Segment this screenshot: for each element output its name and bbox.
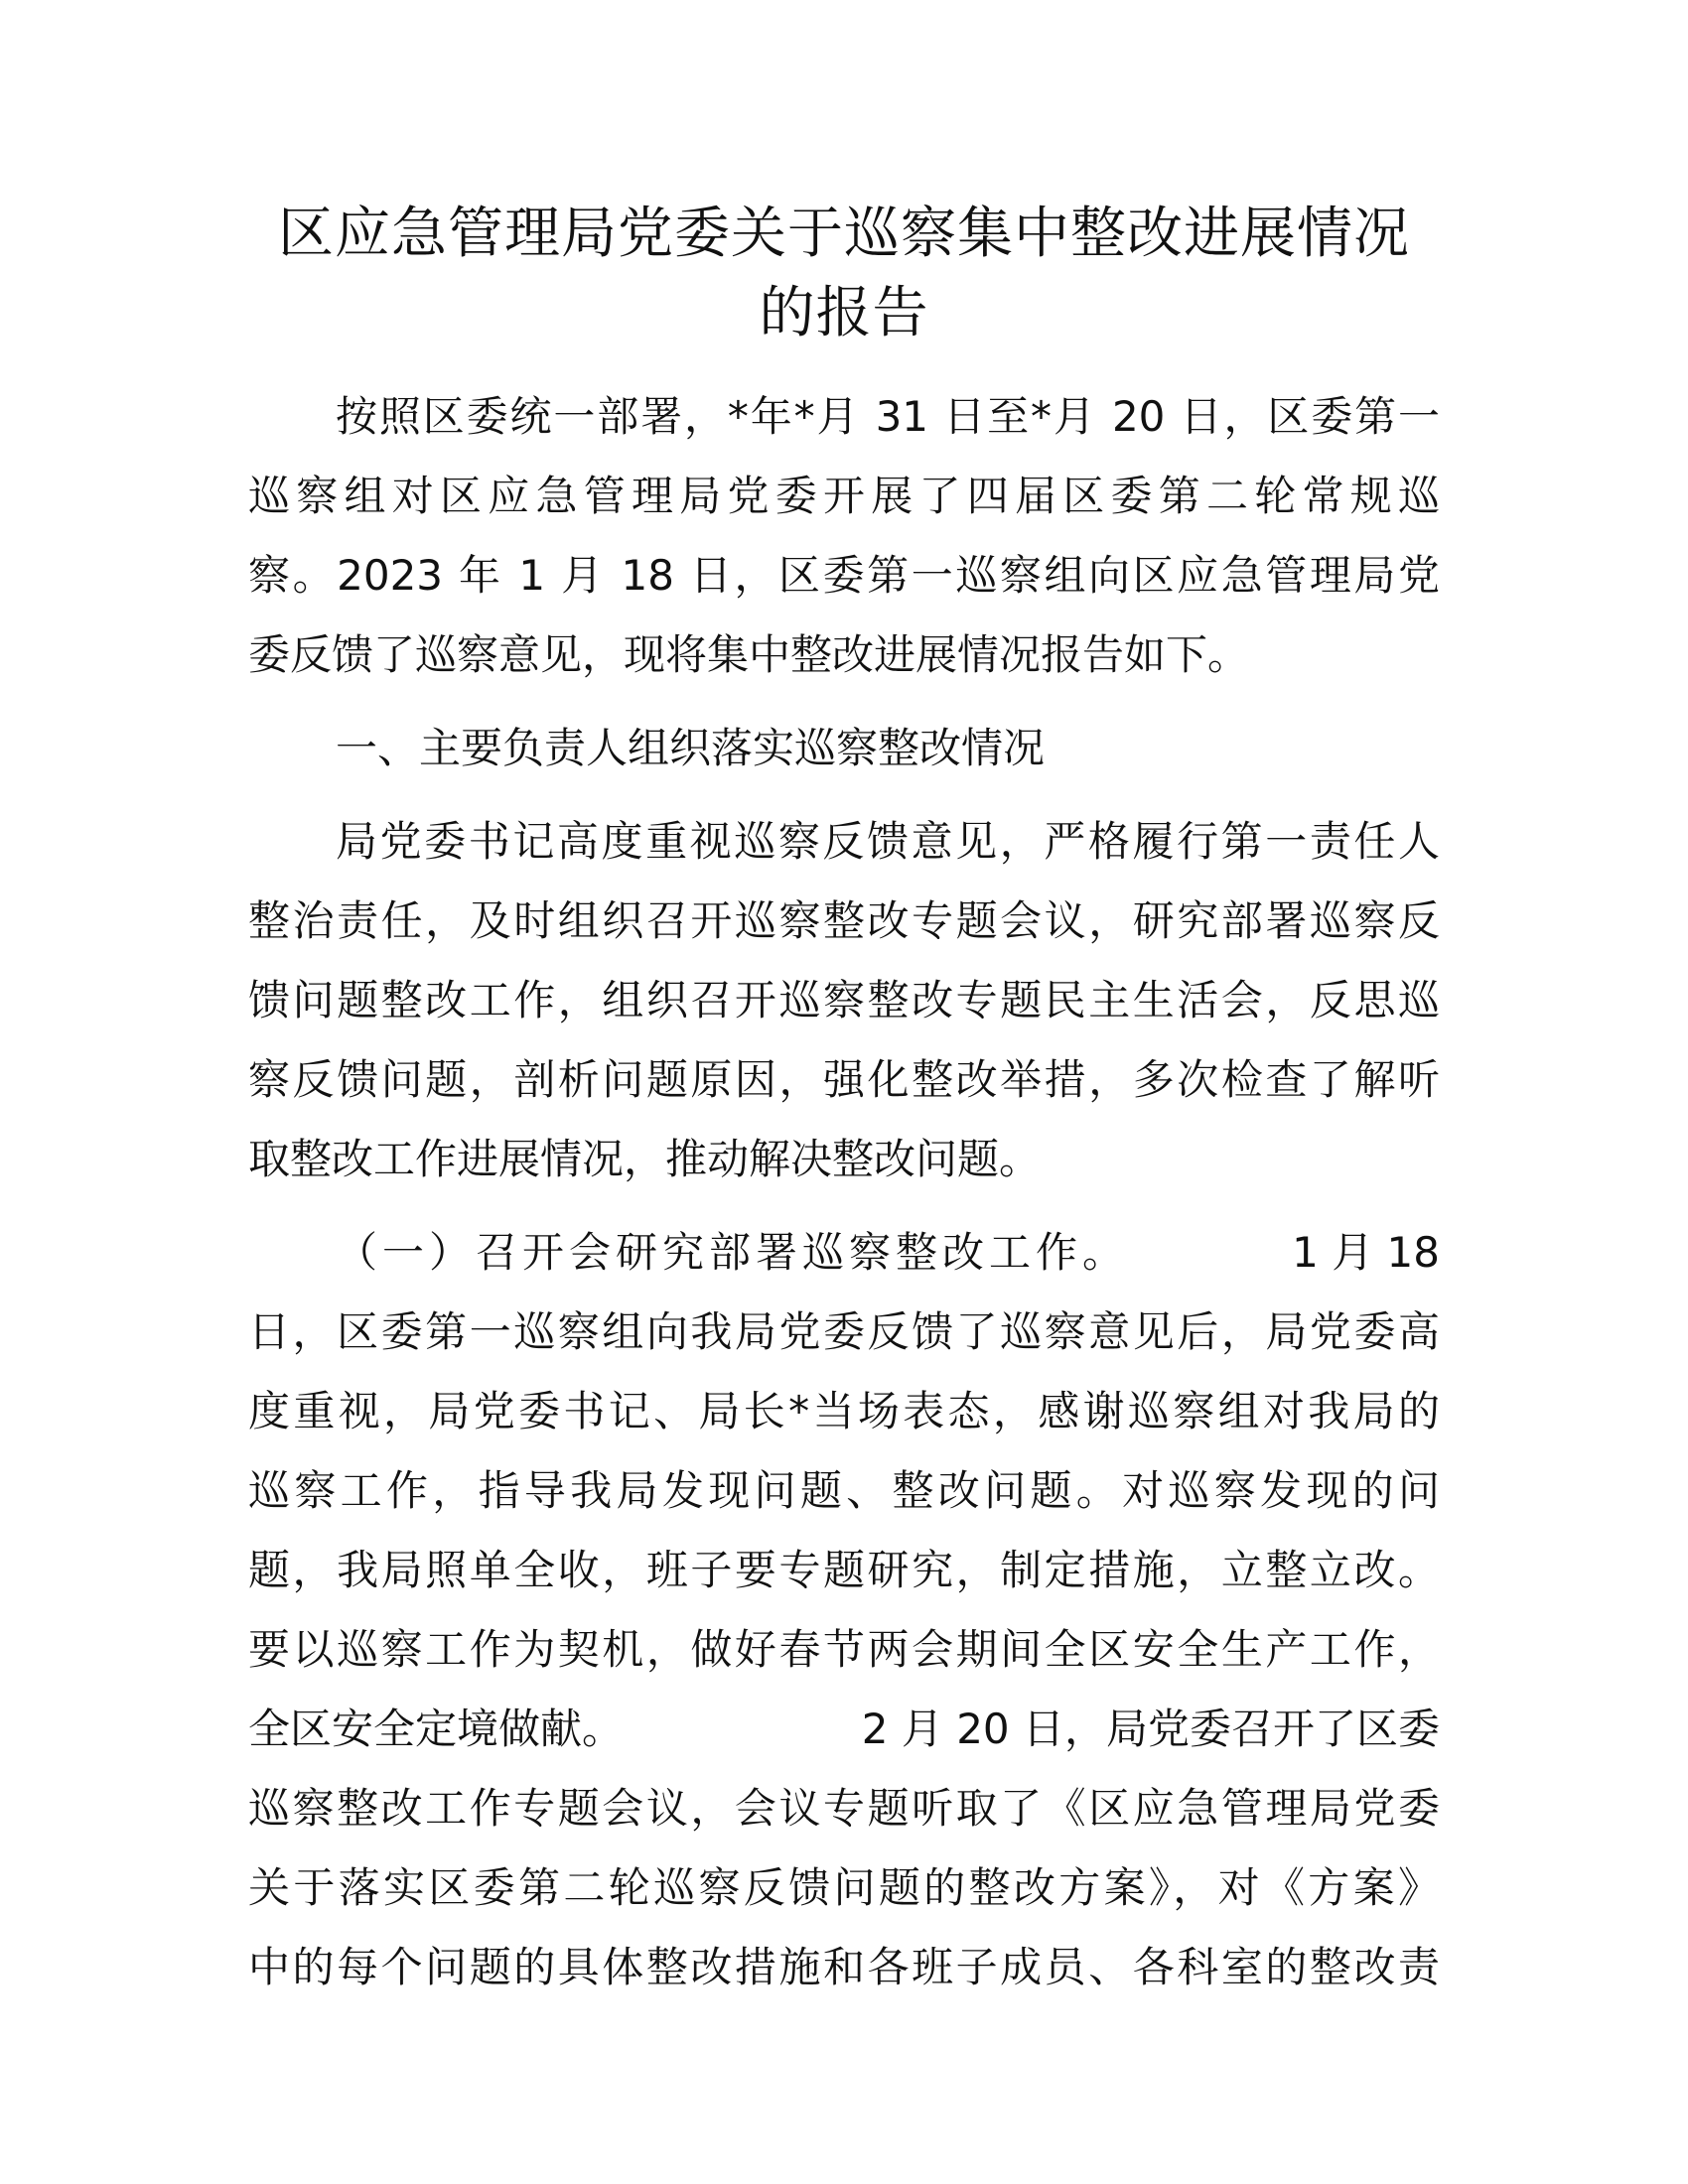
section-1 [248,709,1440,788]
subsection-1-line: 关于落实区委第二轮巡察反馈问题的整改方案》，对《方案》 [248,1863,1440,1912]
subsection-1-line: 巡察工作，指导我局发现问题、整改问题。对巡察发现的问 [248,1466,1440,1515]
section-1-line: 察反馈问题，剖析问题原因，强化整改举措，多次检查了解听 [248,1055,1440,1104]
report-title-line-2: 的报告 [759,281,929,345]
subsection-1 [248,1213,1440,2007]
subsection-1-line-b: 2 月 20 日，局党委召开了区委 [861,1705,1440,1753]
subsection-1-heading-line [248,1213,1440,1293]
subsection-1-line: 度重视，局党委书记、局长*当场表态，感谢巡察组对我局的 [248,1387,1440,1435]
subsection-1-line: 巡察整改工作专题会议，会议专题听取了《区应急管理局党委 [248,1784,1440,1833]
subsection-1-split-line [248,1690,1440,1769]
subsection-1-line: 日，区委第一巡察组向我局党委反馈了巡察意见后，局党委高 [248,1307,1440,1356]
section-1-line: 整治责任，及时组织召开巡察整改专题会议，研究部署巡察反 [248,896,1440,945]
report-title-line-1: 区应急管理局党委关于巡察集中整改进展情况 [278,202,1410,266]
section-1-paragraph [248,802,1440,1199]
subsection-1-line: 题，我局照单全收，班子要专题研究，制定措施，立整立改。 [248,1546,1440,1594]
subsection-1-heading: （一）召开会研究部署巡察整改工作。 [336,1228,1130,1277]
section-1-line: 馈问题整改工作，组织召开巡察整改专题民主生活会，反思巡 [248,976,1440,1024]
report-title [238,195,1450,353]
subsection-1-line-a: 全区安全定境做献。 [248,1705,625,1753]
report-body [248,377,1440,2007]
intro-line: 巡察组对区应急管理局党委开展了四届区委第二轮常规巡 [248,472,1440,520]
section-1-line: 取整改工作进展情况，推动解决整改问题。 [248,1135,1042,1183]
subsection-1-date: 1 月 18 [1292,1228,1440,1277]
intro-line: 委反馈了巡察意见，现将集中整改进展情况报告如下。 [248,630,1250,679]
section-1-line: 局党委书记高度重视巡察反馈意见，严格履行第一责任人 [336,817,1440,866]
intro-line: 按照区委统一部署，*年*月 31 日至*月 20 日，区委第一 [336,392,1440,441]
subsection-1-line: 要以巡察工作为契机，做好春节两会期间全区安全生产工作， [248,1625,1440,1674]
intro-paragraph [248,377,1440,695]
subsection-1-line: 中的每个问题的具体整改措施和各班子成员、各科室的整改责 [248,1943,1440,1991]
intro-line: 察。2023 年 1 月 18 日，区委第一巡察组向区应急管理局党 [248,551,1440,600]
section-1-heading: 一、主要负责人组织落实巡察整改情况 [336,724,1046,772]
